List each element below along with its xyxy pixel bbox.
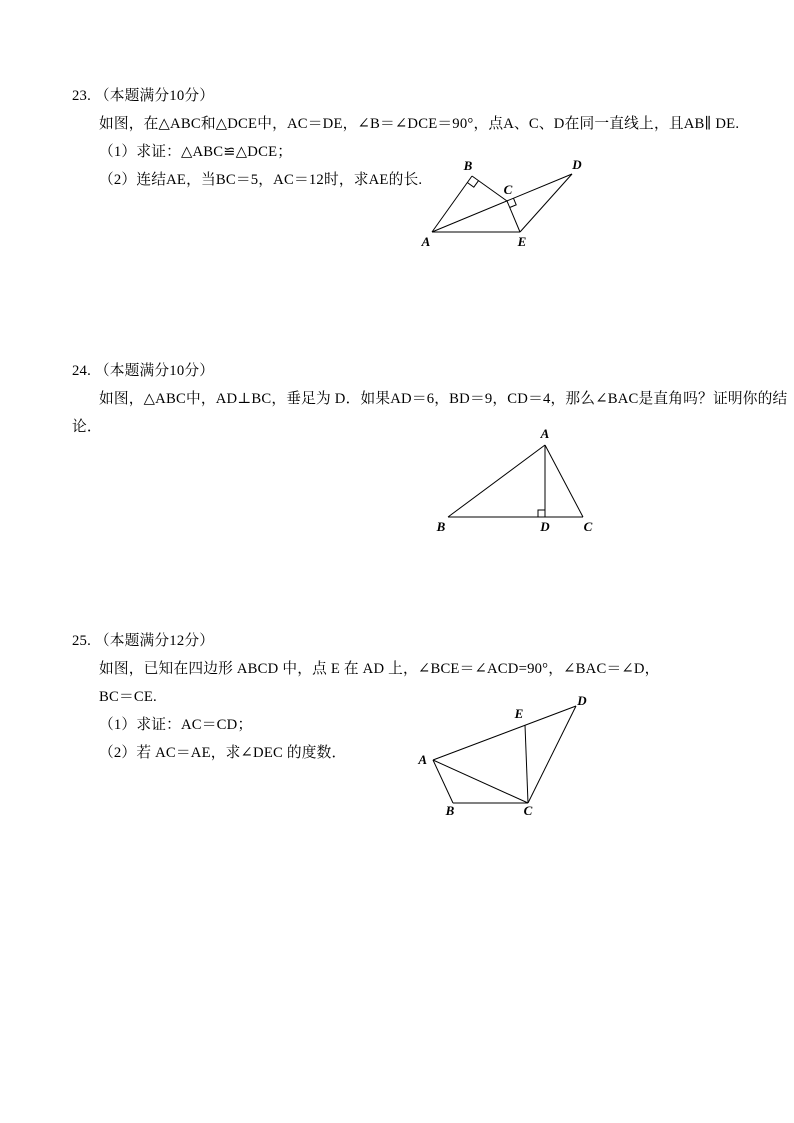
problem-23-part-2: （2）连结AE，当BC＝5，AC＝12时，求AE的长. [99, 172, 423, 188]
triangle-edges [432, 174, 572, 232]
right-angle-mark-d [538, 510, 545, 517]
vertex-label-b: B [463, 158, 473, 173]
problem-25-part-1: （1）求证：AC＝CD； [99, 717, 253, 733]
vertex-label-c: C [503, 182, 513, 197]
problem-25-statement-cont: BC＝CE. [99, 689, 157, 705]
problem-23-header: 23. （本题满分10分） [72, 88, 215, 104]
vertex-label-d: D [572, 157, 582, 172]
vertex-label-c: C [523, 803, 533, 818]
right-angle-mark-b [467, 181, 478, 188]
triangle-edges [448, 445, 583, 517]
vertex-label-b: B [436, 519, 446, 534]
problem-24-statement: 如图，△ABC中，AD⊥BC，垂足为 D．如果AD＝6，BD＝9，CD＝4，那么∠BAC是直角吗？证明你的结 [99, 391, 788, 407]
vertex-label-c: C [583, 519, 593, 534]
quadrilateral-edges [433, 706, 576, 803]
figure-problem-24 [428, 425, 608, 535]
vertex-label-a: A [421, 234, 431, 249]
geometry-diagram-24 [428, 425, 608, 535]
figure-problem-23 [412, 152, 602, 252]
geometry-diagram-23 [412, 152, 602, 252]
vertex-label-b: B [445, 803, 455, 818]
vertex-label-e: E [517, 234, 527, 249]
vertex-label-d: D [540, 519, 550, 534]
vertex-label-e: E [514, 706, 524, 721]
problem-23-part-1: （1）求证：△ABC≌△DCE； [99, 144, 293, 160]
figure-problem-25 [413, 693, 603, 818]
problem-24-statement-cont: 论． [72, 419, 102, 435]
vertex-label-a: A [418, 752, 427, 767]
vertex-label-d: D [577, 693, 587, 708]
problem-25-statement: 如图，已知在四边形 ABCD 中，点 E 在 AD 上，∠BCE＝∠ACD=90°，∠BAC＝∠D， [99, 661, 660, 677]
problem-25-part-2: （2）若 AC＝AE，求∠DEC 的度数． [99, 745, 347, 761]
problem-23-statement: 如图，在△ABC和△DCE中，AC＝DE，∠B＝∠DCE＝90°，点A、C、D在同一直线上，且AB∥ DE. [99, 116, 740, 132]
geometry-diagram-25 [413, 693, 603, 818]
problem-24-header: 24. （本题满分10分） [72, 363, 215, 379]
vertex-label-a: A [540, 426, 550, 441]
problem-25-header: 25. （本题满分12分） [72, 633, 215, 649]
